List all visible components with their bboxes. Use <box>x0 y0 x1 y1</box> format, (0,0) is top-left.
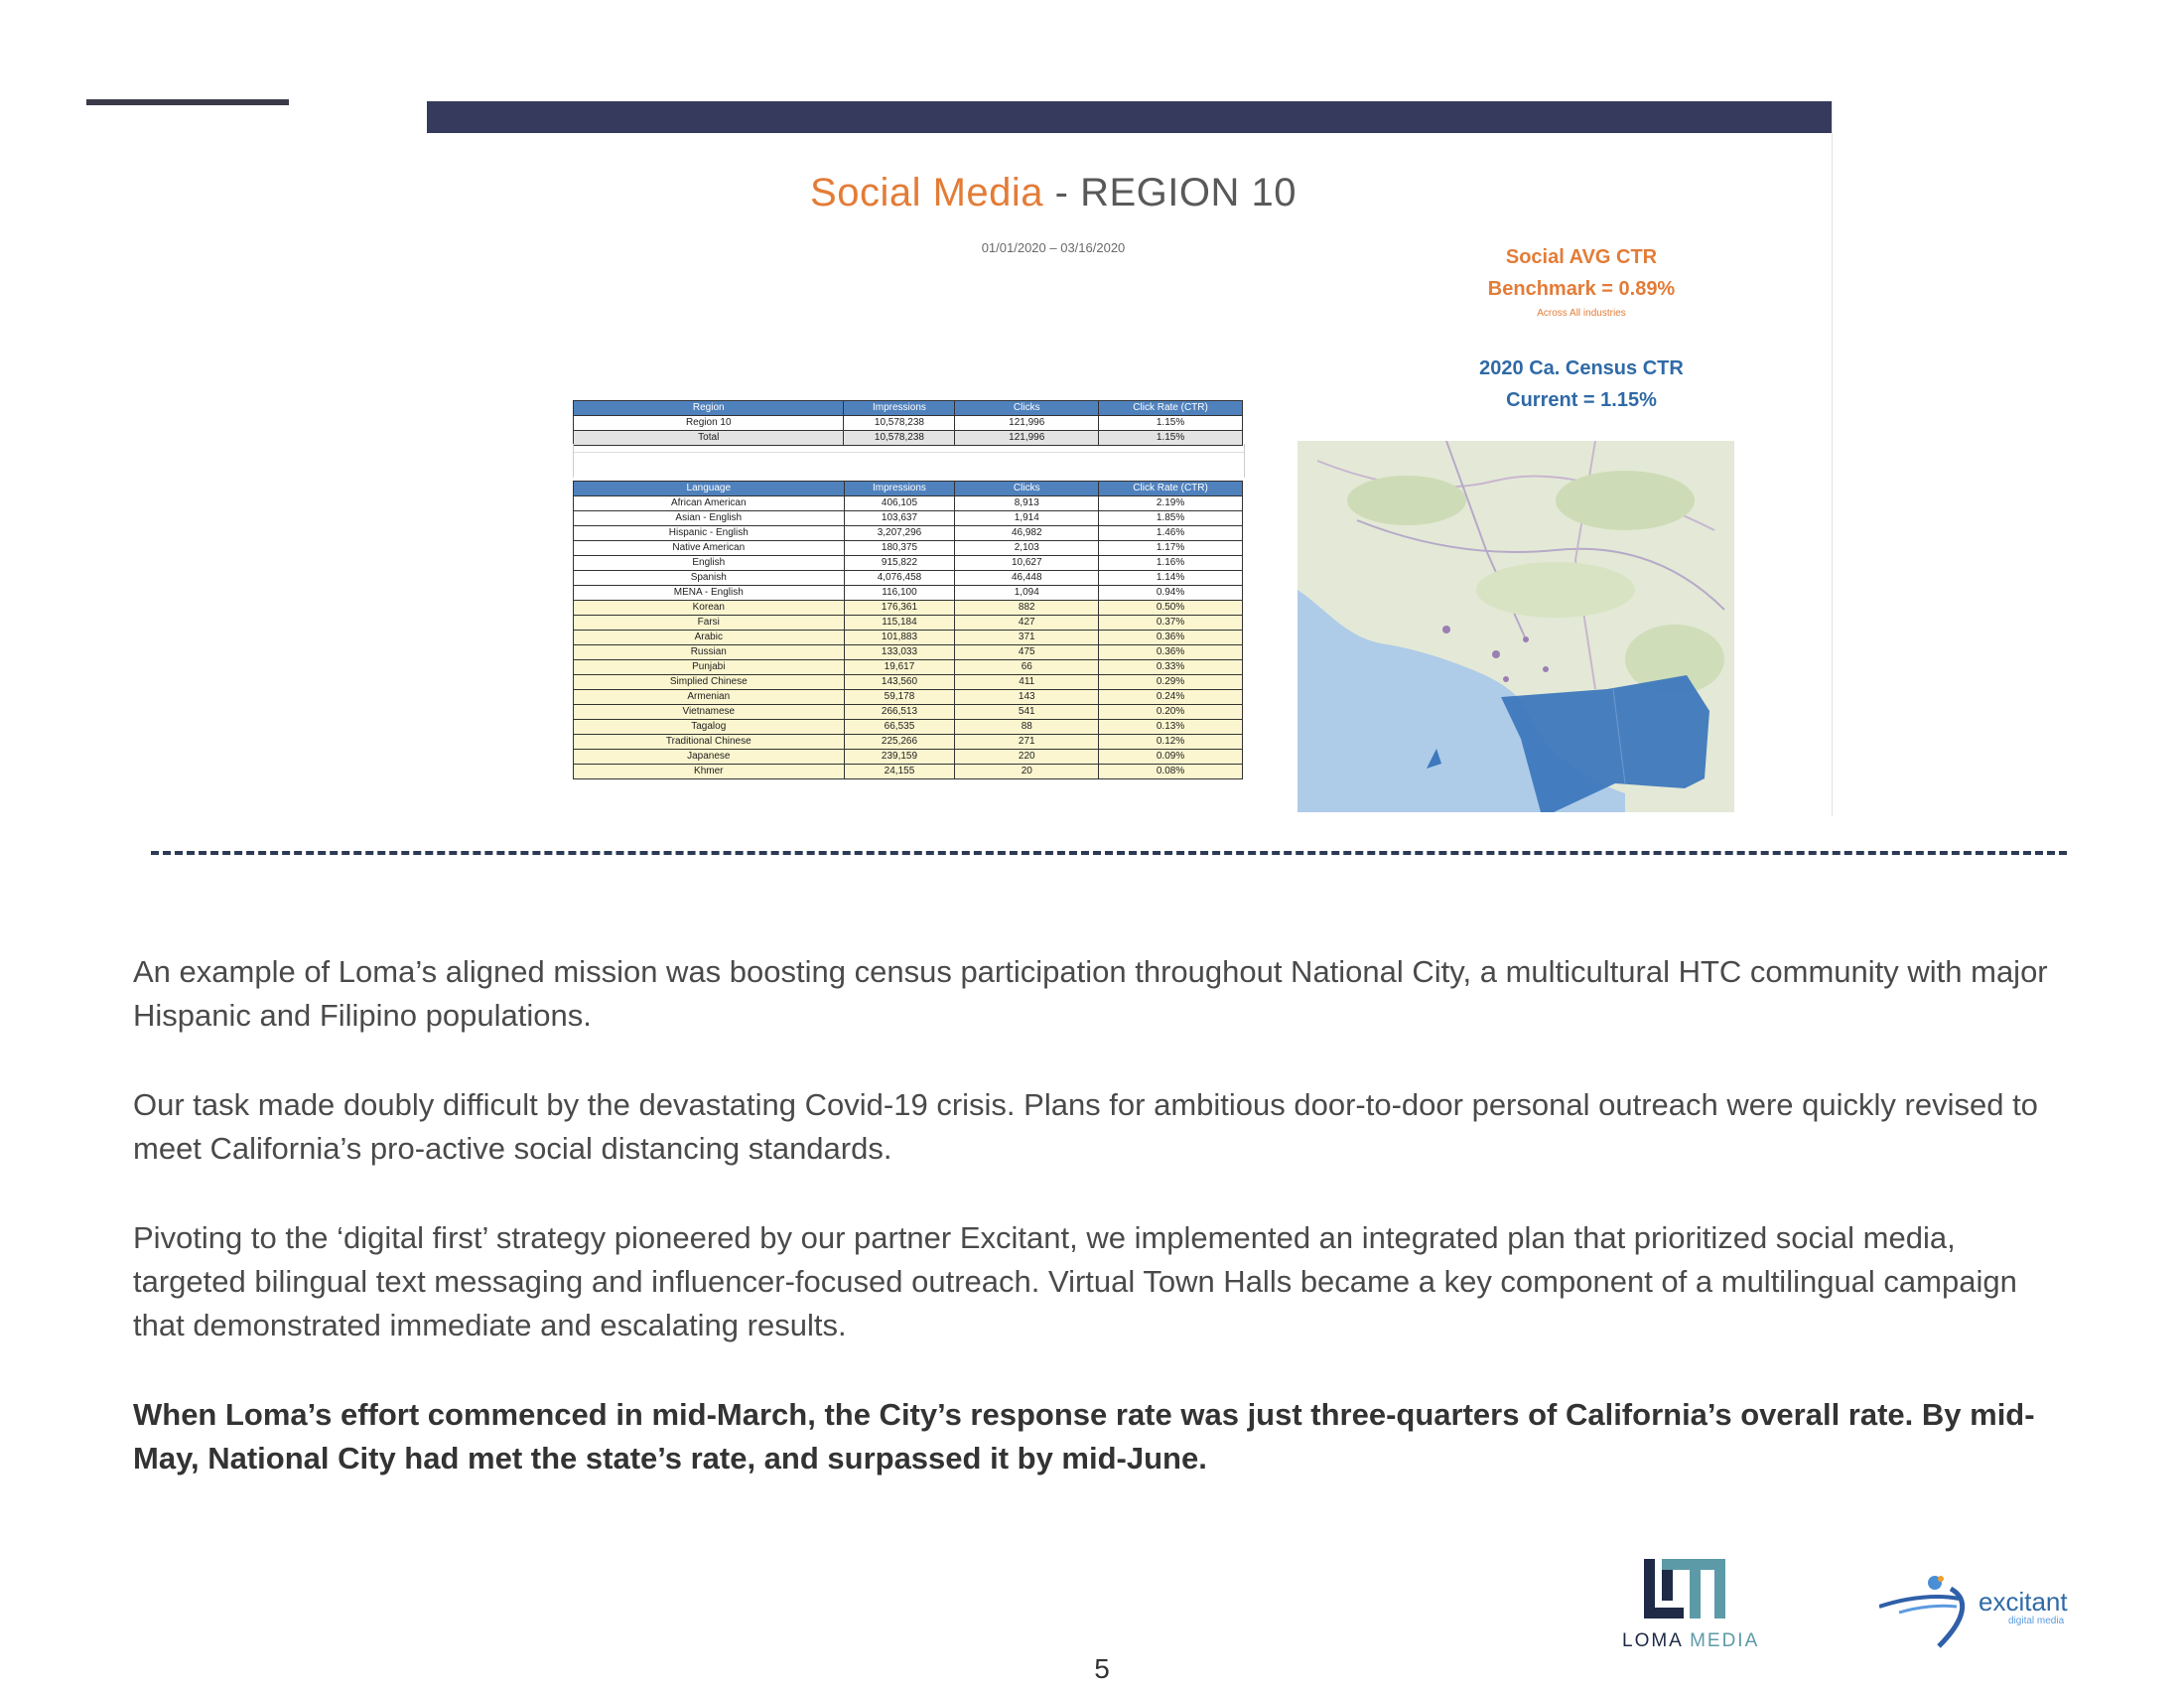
table-cell: 0.50% <box>1099 601 1243 616</box>
excitant-wordmark: excitant <box>1979 1587 2068 1617</box>
table-cell: 116,100 <box>844 586 955 601</box>
table-cell: Simplied Chinese <box>574 675 845 690</box>
table-cell: 220 <box>955 750 1099 765</box>
table-cell: 10,627 <box>955 556 1099 571</box>
benchmark-line1: Social AVG CTR <box>1505 246 1658 268</box>
column-header: Clicks <box>955 482 1099 496</box>
table-cell: 133,033 <box>844 645 955 660</box>
table-row <box>574 511 1243 526</box>
table-cell: 266,513 <box>844 705 955 720</box>
table-row <box>574 660 1243 675</box>
table-cell: 103,637 <box>844 511 955 526</box>
table-cell: Russian <box>574 645 845 660</box>
table-cell: 2,103 <box>955 541 1099 556</box>
paragraph-intro: An example of Loma’s aligned mission was boosting census participation throughout National City, a multicultural HTC community with major Hispanic and Filipino populations. <box>133 954 2048 1033</box>
table-cell: 0.94% <box>1099 586 1243 601</box>
table-cell: Hispanic - English <box>574 526 845 541</box>
table-cell: Asian - English <box>574 511 845 526</box>
language-table-body <box>574 496 1243 779</box>
loma-word: LOMA <box>1622 1630 1691 1651</box>
top-rule <box>86 99 289 105</box>
region-table <box>573 400 1243 446</box>
excitant-subtitle: digital media <box>2008 1616 2065 1626</box>
page-number: 5 <box>1094 1653 1110 1684</box>
table-cell: 19,617 <box>844 660 955 675</box>
table-cell: 239,159 <box>844 750 955 765</box>
table-cell: Khmer <box>574 765 845 779</box>
table-row <box>574 586 1243 601</box>
column-header: Impressions <box>844 401 955 416</box>
language-table-header <box>574 482 1243 496</box>
table-cell: 10,578,238 <box>844 431 955 446</box>
table-cell: 1,914 <box>955 511 1099 526</box>
table-cell: 371 <box>955 631 1099 645</box>
table-cell: 0.12% <box>1099 735 1243 750</box>
table-cell: 0.37% <box>1099 616 1243 631</box>
table-row <box>574 616 1243 631</box>
table-cell: 46,982 <box>955 526 1099 541</box>
table-cell: 0.09% <box>1099 750 1243 765</box>
table-cell: 225,266 <box>844 735 955 750</box>
table-row <box>574 631 1243 645</box>
table-cell: Arabic <box>574 631 845 645</box>
table-cell: 1.15% <box>1099 431 1243 446</box>
column-header: Language <box>574 482 845 496</box>
table-cell: 427 <box>955 616 1099 631</box>
dashed-divider <box>151 851 2067 855</box>
loma-media-wordmark <box>1622 1630 1759 1652</box>
table-row <box>574 720 1243 735</box>
table-cell: 915,822 <box>844 556 955 571</box>
table-cell: 59,178 <box>844 690 955 705</box>
table-cell: African American <box>574 496 845 511</box>
table-cell: 1.14% <box>1099 571 1243 586</box>
table-row <box>574 601 1243 616</box>
table-spacer <box>573 444 1245 478</box>
census-line2: Current = 1.15% <box>1506 389 1657 411</box>
table-cell: 3,207,296 <box>844 526 955 541</box>
table-cell: 541 <box>955 705 1099 720</box>
table-row <box>574 526 1243 541</box>
table-cell: 8,913 <box>955 496 1099 511</box>
media-word: MEDIA <box>1690 1630 1760 1651</box>
table-cell: 0.20% <box>1099 705 1243 720</box>
excitant-logo <box>1879 1569 2078 1648</box>
column-header: Click Rate (CTR) <box>1099 401 1243 416</box>
table-cell: Traditional Chinese <box>574 735 845 750</box>
table-cell: 0.24% <box>1099 690 1243 705</box>
table-row <box>574 556 1243 571</box>
table-cell: Armenian <box>574 690 845 705</box>
table-cell: Korean <box>574 601 845 616</box>
slide-title-part2: - REGION 10 <box>1043 171 1297 214</box>
column-header: Clicks <box>955 401 1099 416</box>
slide-date-range: 01/01/2020 – 03/16/2020 <box>981 240 1126 255</box>
table-cell: Spanish <box>574 571 845 586</box>
table-cell: 143 <box>955 690 1099 705</box>
table-cell: Total <box>574 431 844 446</box>
table-cell: 88 <box>955 720 1099 735</box>
table-cell: 2.19% <box>1099 496 1243 511</box>
table-cell: 121,996 <box>955 431 1099 446</box>
embedded-slide <box>427 101 1833 816</box>
table-cell: 411 <box>955 675 1099 690</box>
table-cell: Region 10 <box>574 416 844 431</box>
table-cell: Native American <box>574 541 845 556</box>
region-map <box>1297 441 1734 812</box>
table-cell: 271 <box>955 735 1099 750</box>
table-cell: MENA - English <box>574 586 845 601</box>
table-cell: 115,184 <box>844 616 955 631</box>
table-row <box>574 645 1243 660</box>
table-cell: 475 <box>955 645 1099 660</box>
table-cell: English <box>574 556 845 571</box>
table-cell: 143,560 <box>844 675 955 690</box>
paragraph-strategy: Pivoting to the ‘digital first’ strategy pioneered by our partner Excitant, we implemented an integrated plan that prioritized social media, targeted bilingual text messaging and influencer-focused outreach. Virtual Town Halls became a key component of a multilingual campaign that demonstrated immediate and escalating results. <box>133 1220 2017 1342</box>
table-cell: 0.36% <box>1099 645 1243 660</box>
table-row <box>574 675 1243 690</box>
slide-title <box>427 171 1680 215</box>
table-cell: 0.33% <box>1099 660 1243 675</box>
table-row <box>574 705 1243 720</box>
table-cell: 0.29% <box>1099 675 1243 690</box>
table-row <box>574 541 1243 556</box>
table-cell: 0.36% <box>1099 631 1243 645</box>
paragraph-covid: Our task made doubly difficult by the devastating Covid-19 crisis. Plans for ambitious door-to-door personal outreach were quickly revised to meet California’s pro-active social distancing standards. <box>133 1087 2038 1166</box>
table-cell: Vietnamese <box>574 705 845 720</box>
table-cell: 4,076,458 <box>844 571 955 586</box>
table-row <box>574 750 1243 765</box>
table-cell: 101,883 <box>844 631 955 645</box>
table-cell: 66 <box>955 660 1099 675</box>
table-cell: 1.15% <box>1099 416 1243 431</box>
slide-header-bar <box>427 101 1832 133</box>
table-cell: 1.46% <box>1099 526 1243 541</box>
table-cell: 1,094 <box>955 586 1099 601</box>
map-image <box>1297 441 1734 812</box>
table-row <box>574 765 1243 779</box>
table-cell: 180,375 <box>844 541 955 556</box>
table-cell: Punjabi <box>574 660 845 675</box>
census-line1: 2020 Ca. Census CTR <box>1479 357 1684 379</box>
table-cell: 121,996 <box>955 416 1099 431</box>
table-cell: 0.13% <box>1099 720 1243 735</box>
table-cell: 1.16% <box>1099 556 1243 571</box>
table-cell: 24,155 <box>844 765 955 779</box>
table-cell: 66,535 <box>844 720 955 735</box>
table-cell: Tagalog <box>574 720 845 735</box>
table-cell: 10,578,238 <box>844 416 955 431</box>
table-row <box>574 496 1243 511</box>
benchmark-line2: Benchmark = 0.89% <box>1487 278 1676 300</box>
table-cell: 176,361 <box>844 601 955 616</box>
column-header: Click Rate (CTR) <box>1099 482 1243 496</box>
table-row <box>574 690 1243 705</box>
column-header: Region <box>574 401 844 416</box>
table-cell: 1.17% <box>1099 541 1243 556</box>
column-header: Impressions <box>844 482 955 496</box>
table-row <box>574 735 1243 750</box>
benchmark-line3: Across All industries <box>1537 308 1626 319</box>
table-cell: 406,105 <box>844 496 955 511</box>
paragraph-results: When Loma’s effort commenced in mid-March, the City’s response rate was just three-quarters of California’s overall rate. By mid-May, National City had met the state’s rate, and surpassed it by mid-June. <box>133 1397 2035 1476</box>
table-row <box>574 416 1243 431</box>
table-cell: 882 <box>955 601 1099 616</box>
language-table <box>573 481 1243 779</box>
table-cell: Japanese <box>574 750 845 765</box>
table-cell: 1.85% <box>1099 511 1243 526</box>
table-cell: 20 <box>955 765 1099 779</box>
slide-title-part1: Social Media <box>810 171 1044 214</box>
table-row <box>574 571 1243 586</box>
region-table-header <box>574 401 1243 416</box>
table-cell: Farsi <box>574 616 845 631</box>
table-cell: 46,448 <box>955 571 1099 586</box>
table-cell: 0.08% <box>1099 765 1243 779</box>
